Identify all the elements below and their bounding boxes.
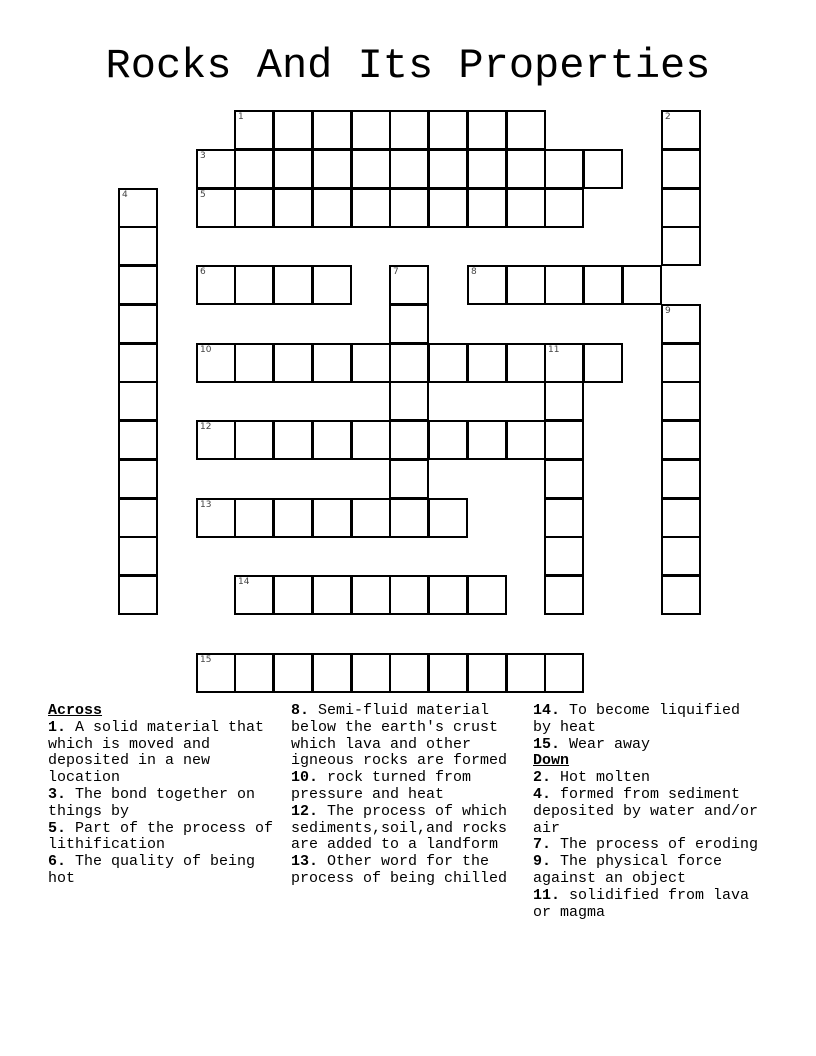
across-heading: Across <box>48 702 103 719</box>
grid-cell[interactable] <box>273 110 313 150</box>
grid-cell[interactable] <box>351 188 391 228</box>
grid-cell[interactable] <box>544 149 584 189</box>
grid-cell[interactable] <box>467 110 507 150</box>
cell-number: 13 <box>200 500 212 510</box>
grid-cell[interactable] <box>234 498 274 538</box>
grid-cell[interactable] <box>273 653 313 693</box>
down-clue-2: 2. Hot molten <box>533 769 651 787</box>
grid-cell[interactable] <box>234 343 274 383</box>
grid-cell[interactable] <box>428 110 468 150</box>
cell-number: 9 <box>665 306 671 316</box>
grid-cell-1[interactable] <box>234 110 274 150</box>
grid-cell[interactable] <box>389 149 429 189</box>
grid-cell[interactable] <box>544 381 584 421</box>
across-clue-8: 8. Semi-fluid material below the earth's crust which lava and other igneous rocks are formed <box>291 702 508 770</box>
grid-cell-10[interactable] <box>196 343 236 383</box>
cell-number: 12 <box>200 422 212 432</box>
grid-cell[interactable] <box>428 498 468 538</box>
clue-column-1 <box>48 703 284 888</box>
cell-number: 6 <box>200 267 206 277</box>
grid-cell[interactable] <box>544 498 584 538</box>
grid-cell[interactable] <box>118 498 158 538</box>
grid-cell[interactable] <box>506 653 546 693</box>
grid-cell[interactable] <box>661 343 701 383</box>
grid-cell[interactable] <box>544 459 584 499</box>
grid-cell[interactable] <box>506 420 546 460</box>
down-heading: Down <box>533 752 570 770</box>
grid-cell[interactable] <box>273 498 313 538</box>
down-clue-4: 4. formed from sediment deposited by water and/or air <box>533 785 759 837</box>
grid-cell[interactable] <box>661 536 701 576</box>
grid-cell[interactable] <box>661 226 701 266</box>
grid-cell[interactable] <box>234 188 274 228</box>
grid-cell-9[interactable] <box>661 304 701 344</box>
grid-cell[interactable] <box>661 498 701 538</box>
grid-cell[interactable] <box>544 265 584 305</box>
grid-cell-8[interactable] <box>467 265 507 305</box>
grid-cell[interactable] <box>273 265 313 305</box>
grid-cell[interactable] <box>661 420 701 460</box>
grid-cell-2[interactable] <box>661 110 701 150</box>
grid-cell[interactable] <box>312 498 352 538</box>
grid-cell[interactable] <box>118 381 158 421</box>
grid-cell[interactable] <box>389 420 429 460</box>
cell-number: 5 <box>200 190 206 200</box>
grid-cell[interactable] <box>234 653 274 693</box>
grid-cell-15[interactable] <box>196 653 236 693</box>
grid-cell[interactable] <box>273 343 313 383</box>
grid-cell-13[interactable] <box>196 498 236 538</box>
grid-cell[interactable] <box>544 188 584 228</box>
grid-cell-5[interactable] <box>196 188 236 228</box>
grid-cell[interactable] <box>389 304 429 344</box>
grid-cell[interactable] <box>506 149 546 189</box>
grid-cell-11[interactable] <box>544 343 584 383</box>
grid-cell[interactable] <box>467 149 507 189</box>
grid-cell[interactable] <box>428 188 468 228</box>
cell-number: 10 <box>200 345 212 355</box>
grid-cell[interactable] <box>118 226 158 266</box>
cell-number: 4 <box>122 190 128 200</box>
grid-cell[interactable] <box>506 265 546 305</box>
grid-cell[interactable] <box>351 110 391 150</box>
grid-cell[interactable] <box>389 653 429 693</box>
grid-cell-14[interactable] <box>234 575 274 615</box>
grid-cell[interactable] <box>467 420 507 460</box>
grid-cell[interactable] <box>661 575 701 615</box>
puzzle-title: Rocks And Its Properties <box>105 42 711 90</box>
grid-cell[interactable] <box>428 575 468 615</box>
grid-cell[interactable] <box>506 110 546 150</box>
down-clue-11: 11. solidified from lava or magma <box>533 886 750 921</box>
grid-cell[interactable] <box>312 188 352 228</box>
grid-cell[interactable] <box>428 653 468 693</box>
grid-cell[interactable] <box>312 110 352 150</box>
grid-cell[interactable] <box>351 498 391 538</box>
grid-cell[interactable] <box>544 653 584 693</box>
grid-cell-6[interactable] <box>196 265 236 305</box>
grid-cell[interactable] <box>312 265 352 305</box>
grid-cell[interactable] <box>389 459 429 499</box>
grid-cell[interactable] <box>118 343 158 383</box>
grid-cell[interactable] <box>351 575 391 615</box>
grid-cell[interactable] <box>273 420 313 460</box>
grid-cell[interactable] <box>467 343 507 383</box>
across-clue-5: 5. Part of the process of lithification <box>48 819 274 854</box>
grid-cell[interactable] <box>118 420 158 460</box>
grid-cell[interactable] <box>351 343 391 383</box>
cell-number: 14 <box>238 577 250 587</box>
grid-cell[interactable] <box>234 149 274 189</box>
grid-cell[interactable] <box>661 459 701 499</box>
cell-number: 2 <box>665 112 671 122</box>
grid-cell[interactable] <box>273 575 313 615</box>
grid-cell[interactable] <box>622 265 662 305</box>
grid-cell[interactable] <box>351 420 391 460</box>
grid-cell[interactable] <box>661 381 701 421</box>
cell-number: 11 <box>548 345 560 355</box>
cell-number: 1 <box>238 112 244 122</box>
grid-cell[interactable] <box>351 653 391 693</box>
across-clue-10: 10. rock turned from pressure and heat <box>291 769 472 803</box>
grid-cell[interactable] <box>234 420 274 460</box>
cell-number: 8 <box>471 267 477 277</box>
grid-cell-3[interactable] <box>196 149 236 189</box>
grid-cell[interactable] <box>273 188 313 228</box>
grid-cell[interactable] <box>118 536 158 576</box>
grid-cell[interactable] <box>428 420 468 460</box>
grid-cell[interactable] <box>544 420 584 460</box>
grid-cell[interactable] <box>428 343 468 383</box>
across-clue-1: 1. A solid material that which is moved and deposited in a new location <box>48 718 265 787</box>
across-clue-15: 15. Wear away <box>533 735 651 753</box>
grid-cell[interactable] <box>661 149 701 189</box>
grid-cell[interactable] <box>506 188 546 228</box>
across-clue-3: 3. The bond together on things by <box>48 785 256 820</box>
grid-cell[interactable] <box>312 149 352 189</box>
grid-cell[interactable] <box>506 343 546 383</box>
clue-column-3 <box>533 703 761 921</box>
grid-cell[interactable] <box>583 149 623 189</box>
across-clue-14: 14. To become liquified by heat <box>533 702 741 736</box>
grid-cell[interactable] <box>312 343 352 383</box>
across-clue-12: 12. The process of which sediments,soil,and rocks are added to a landform <box>291 802 508 854</box>
grid-cell[interactable] <box>351 149 391 189</box>
grid-cell[interactable] <box>661 188 701 228</box>
grid-cell-12[interactable] <box>196 420 236 460</box>
grid-cell[interactable] <box>467 653 507 693</box>
cell-number: 3 <box>200 151 206 161</box>
grid-cell[interactable] <box>234 265 274 305</box>
grid-cell[interactable] <box>467 188 507 228</box>
grid-cell[interactable] <box>118 575 158 615</box>
grid-cell[interactable] <box>544 575 584 615</box>
down-clue-9: 9. The physical force against an object <box>533 853 723 887</box>
grid-cell[interactable] <box>273 149 313 189</box>
down-clue-7: 7. The process of eroding <box>533 836 759 854</box>
grid-cell[interactable] <box>312 653 352 693</box>
grid-cell[interactable] <box>428 149 468 189</box>
grid-cell[interactable] <box>118 459 158 499</box>
across-clue-13: 13. Other word for the process of being chilled <box>291 853 508 887</box>
grid-cell[interactable] <box>118 304 158 344</box>
grid-cell[interactable] <box>389 110 429 150</box>
across-clue-6: 6. The quality of being hot <box>48 853 256 887</box>
grid-cell[interactable] <box>583 343 623 383</box>
cell-number: 15 <box>200 655 212 665</box>
grid-cell[interactable] <box>467 575 507 615</box>
cell-number: 7 <box>393 267 399 277</box>
grid-cell[interactable] <box>389 498 429 538</box>
grid-cell[interactable] <box>389 381 429 421</box>
grid-cell[interactable] <box>312 420 352 460</box>
grid-cell[interactable] <box>312 575 352 615</box>
grid-cell[interactable] <box>389 575 429 615</box>
grid-cell[interactable] <box>389 343 429 383</box>
clue-column-2 <box>291 703 527 888</box>
grid-cell[interactable] <box>389 188 429 228</box>
grid-cell[interactable] <box>118 265 158 305</box>
grid-cell-4[interactable] <box>118 188 158 228</box>
grid-cell-7[interactable] <box>389 265 429 305</box>
grid-cell[interactable] <box>544 536 584 576</box>
grid-cell[interactable] <box>583 265 623 305</box>
